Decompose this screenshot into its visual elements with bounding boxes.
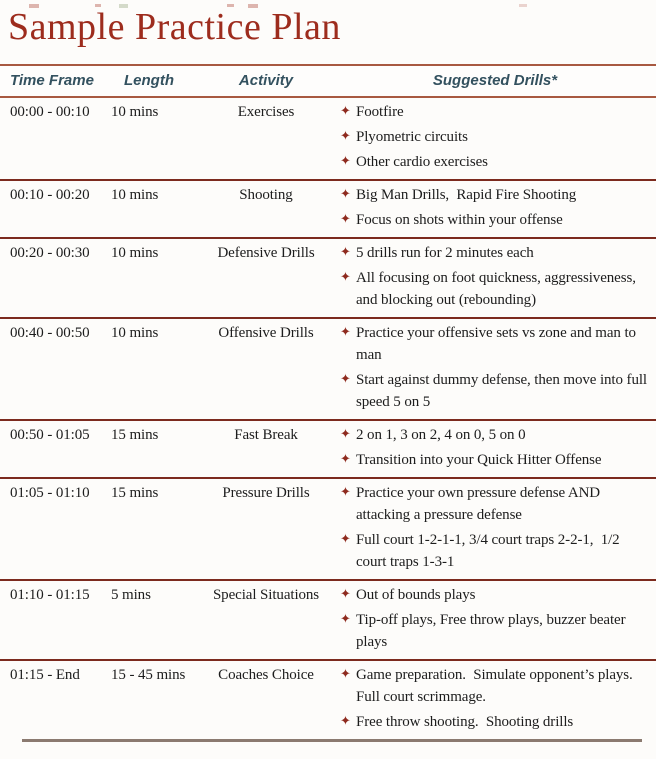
drills-cell [340,482,650,573]
drills-cell [340,101,650,173]
practice-plan-table [0,64,656,742]
crop-artifact [95,4,101,7]
drill-item [340,449,650,471]
drill-text: Transition into your Quick Hitter Offense [356,452,602,468]
drill-text: All focusing on foot quickness, aggressiveness, and blocking out (rebounding) [356,270,640,308]
table-row [0,421,656,479]
column-header-length: Length [124,72,174,89]
table-row [0,181,656,239]
four-pointed-star-bullet-icon: ✦ [340,372,351,387]
four-pointed-star-bullet-icon: ✦ [340,485,351,500]
drill-item [340,482,650,526]
time-frame-cell: 01:10 - 01:15 [10,587,90,603]
four-pointed-star-bullet-icon: ✦ [340,129,351,144]
drill-text: Other cardio exercises [356,154,488,170]
four-pointed-star-bullet-icon: ✦ [340,612,351,627]
table-row [0,319,656,421]
time-frame-cell: 00:50 - 01:05 [10,427,90,443]
activity-cell: Defensive Drills [217,245,315,261]
length-cell: 5 mins [111,587,151,603]
time-frame-cell: 00:20 - 00:30 [10,245,90,261]
time-frame-cell: 00:10 - 00:20 [10,187,90,203]
drill-text: Game preparation. Simulate opponent’s plays. Full court scrimmage. [356,667,640,705]
drill-item [340,529,650,573]
drill-text: 2 on 1, 3 on 2, 4 on 0, 5 on 0 [356,427,526,443]
drill-text: Start against dummy defense, then move into full speed 5 on 5 [356,372,651,410]
drill-item [340,101,650,123]
drill-text: Practice your offensive sets vs zone and man to man [356,325,640,363]
time-frame-cell: 00:00 - 00:10 [10,104,90,120]
four-pointed-star-bullet-icon: ✦ [340,532,351,547]
activity-cell: Exercises [237,104,295,120]
drill-item [340,711,650,733]
table-row [0,581,656,661]
drill-item [340,369,650,413]
drill-item [340,184,650,206]
table-bottom-rule [22,739,642,742]
activity-cell: Shooting [239,187,293,203]
drill-text: Tip-off plays, Free throw plays, buzzer beater plays [356,612,630,650]
drill-text: Focus on shots within your offense [356,212,563,228]
drill-text: 5 drills run for 2 minutes each [356,245,534,261]
activity-cell: Pressure Drills [222,485,310,501]
four-pointed-star-bullet-icon: ✦ [340,270,351,285]
column-header-suggested-drills: Suggested Drills* [432,72,558,89]
column-header-activity: Activity [238,72,294,89]
crop-artifact [29,4,39,8]
drill-text: Big Man Drills, Rapid Fire Shooting [356,187,577,203]
drill-item [340,151,650,173]
crop-artifacts [0,4,656,10]
drills-cell [340,322,650,413]
table-header-row [0,64,656,98]
four-pointed-star-bullet-icon: ✦ [340,245,351,260]
column-header-time-frame: Time Frame [10,72,94,89]
drill-item [340,126,650,148]
four-pointed-star-bullet-icon: ✦ [340,427,351,442]
drills-cell [340,242,650,311]
length-cell: 15 mins [111,427,159,443]
length-cell: 10 mins [111,104,159,120]
crop-artifact [119,4,128,8]
four-pointed-star-bullet-icon: ✦ [340,667,351,682]
drill-text: Practice your own pressure defense AND attacking a pressure defense [356,485,604,523]
practice-plan-page [0,4,656,759]
drill-text: Full court 1-2-1-1, 3/4 court traps 2-2-1, 1/2 court traps 1-3-1 [356,532,624,570]
crop-artifact [519,4,527,7]
four-pointed-star-bullet-icon: ✦ [340,212,351,227]
drills-cell [340,424,650,471]
time-frame-cell: 01:05 - 01:10 [10,485,90,501]
activity-cell: Special Situations [212,587,320,603]
length-cell: 10 mins [111,245,159,261]
drill-item [340,242,650,264]
four-pointed-star-bullet-icon: ✦ [340,187,351,202]
four-pointed-star-bullet-icon: ✦ [340,452,351,467]
table-row [0,98,656,181]
four-pointed-star-bullet-icon: ✦ [340,714,351,729]
length-cell: 15 mins [111,485,159,501]
drill-item [340,584,650,606]
activity-cell: Fast Break [234,427,298,443]
four-pointed-star-bullet-icon: ✦ [340,104,351,119]
length-cell: 10 mins [111,187,159,203]
crop-artifact [227,4,234,7]
table-row [0,239,656,319]
drill-text: Free throw shooting. Shooting drills [356,714,574,730]
four-pointed-star-bullet-icon: ✦ [340,154,351,169]
drills-cell [340,664,650,733]
table-row [0,479,656,581]
page-title: Sample Practice Plan [8,6,341,48]
drill-text: Plyometric circuits [356,129,468,145]
activity-cell: Coaches Choice [218,667,314,683]
length-cell: 15 - 45 mins [111,667,186,683]
drill-item [340,322,650,366]
drill-item [340,209,650,231]
time-frame-cell: 00:40 - 00:50 [10,325,90,341]
drill-text: Out of bounds plays [356,587,476,603]
drill-item [340,609,650,653]
crop-artifact [248,4,258,8]
table-row [0,661,656,739]
drills-cell [340,584,650,653]
time-frame-cell: 01:15 - End [10,667,80,683]
drill-item [340,267,650,311]
drill-item [340,424,650,446]
drills-cell [340,184,650,231]
table-body [0,98,656,739]
drill-item [340,664,650,708]
four-pointed-star-bullet-icon: ✦ [340,587,351,602]
length-cell: 10 mins [111,325,159,341]
drill-text: Footfire [356,104,404,120]
activity-cell: Offensive Drills [218,325,314,341]
four-pointed-star-bullet-icon: ✦ [340,325,351,340]
